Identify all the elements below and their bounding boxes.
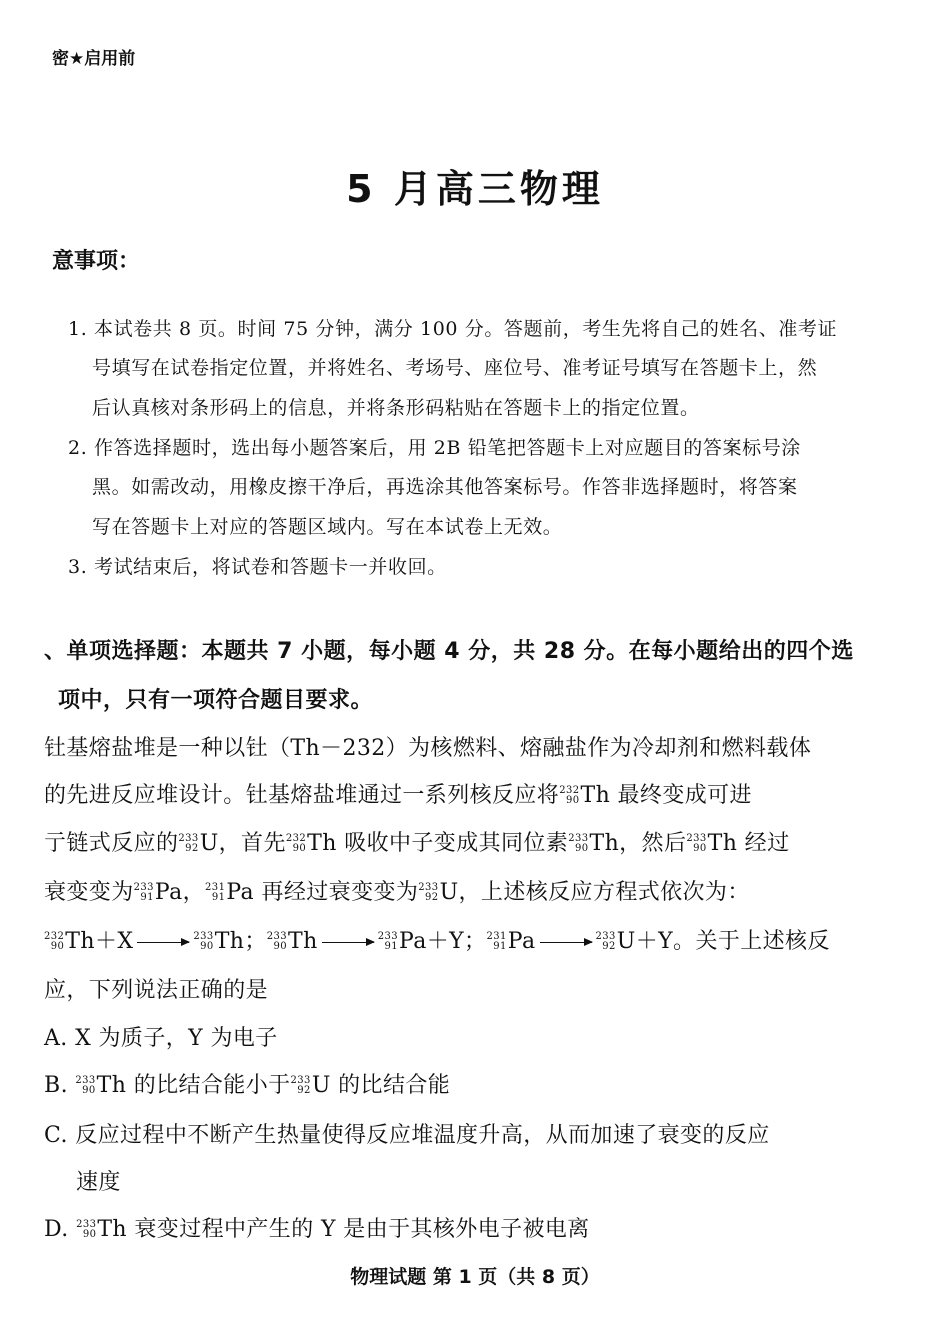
section-heading-cont: 项中，只有一项符合题目要求。	[58, 688, 374, 713]
nuclide-u233: 233 92	[290, 1075, 311, 1096]
reaction-arrow	[540, 942, 592, 943]
nuclide-pa231: 231 91	[205, 882, 226, 903]
nuclide-th233: 233 90	[686, 833, 707, 854]
question-text: 的先进反应堆设计。钍基熔盐堆通过一系列核反应将 232 90 Th 最终变成可进	[44, 783, 752, 808]
nuclide-th233: 233 90	[266, 931, 288, 952]
reaction-arrow	[322, 942, 374, 943]
option-c: C. 反应过程中不断产生热量使得反应堆温度升高，从而加速了衰变的反应	[44, 1123, 770, 1148]
confidential-label: 密★启用前	[52, 49, 136, 69]
page-title: 5 月高三物理	[346, 167, 604, 211]
nuclide-u233: 233 92	[418, 882, 439, 903]
nuclide-th233: 233 90	[568, 833, 589, 854]
nuclide-u233: 233 92	[595, 931, 616, 952]
reaction-arrow	[137, 942, 189, 943]
question-text: 应，下列说法正确的是	[44, 978, 269, 1003]
option-a: A. X 为质子，Y 为电子	[44, 1026, 278, 1051]
nuclide-th232: 232 90	[559, 785, 580, 806]
nuclide-pa231: 231 91	[486, 931, 507, 952]
nuclide-th232: 232 90	[285, 833, 307, 854]
notice-line: 2. 作答选择题时，选出每小题答案后，用 2B 铅笔把答题卡上对应题目的答案标号涂	[68, 437, 801, 459]
notice-line: 号填写在试卷指定位置，并将姓名、考场号、座位号、准考证号填写在答题卡上，然	[92, 357, 818, 379]
nuclide-th233: 233 90	[76, 1219, 97, 1240]
nuclide-pa233: 233 91	[133, 882, 154, 903]
nuclide-u233: 233 92	[178, 833, 199, 854]
notice-line: 黑。如需改动，用橡皮擦干净后，再选涂其他答案标号。作答非选择题时，将答案	[92, 476, 798, 498]
section-heading: 、单项选择题：本题共 7 小题，每小题 4 分，共 28 分。在每小题给出的四个选	[44, 639, 854, 664]
option-c-cont: 速度	[76, 1170, 121, 1195]
nuclide-th233: 233 90	[75, 1075, 96, 1096]
notice-line: 3. 考试结束后，将试卷和答题卡一并收回。	[68, 556, 447, 578]
nuclide-th233: 233 90	[193, 931, 214, 952]
question-text: 钍基熔盐堆是一种以钍（Th－232）为核燃料、熔融盐作为冷却剂和燃料载体	[44, 736, 812, 761]
option-d: D. 233 90 Th 衰变过程中产生的 Y 是由于其核外电子被电离	[44, 1217, 590, 1242]
notice-line: 后认真核对条形码上的信息，并将条形码粘贴在答题卡上的指定位置。	[92, 397, 700, 419]
notice-line: 写在答题卡上对应的答题区域内。写在本试卷上无效。	[92, 516, 563, 538]
question-text: 衰变变为 233 91 Pa， 231 91 Pa 再经过衰变变为 233 92 U，上述核反应方程式依次为：	[44, 880, 750, 905]
notice-line: 1. 本试卷共 8 页。时间 75 分钟，满分 100 分。答题前，考生先将自己的姓名、准考证	[68, 318, 838, 340]
page-footer: 物理试题 第 1 页（共 8 页）	[350, 1266, 600, 1288]
question-text: 亍链式反应的 233 92 U，首先 232 90 Th 吸收中子变成其同位素 233 90 Th，然后 233 90 Th 经过	[44, 831, 790, 856]
notice-heading: 意事项：	[52, 249, 141, 274]
nuclide-pa233: 233 91	[377, 931, 398, 952]
option-b: B. 233 90 Th 的比结合能小于 233 92 U 的比结合能	[44, 1073, 451, 1098]
reaction-equations: 232 90 Th＋X 233 90 Th； 233 90 Th 233 91 Pa＋Y； 231 91 Pa 233 92 U＋Y。关于上述核反	[44, 929, 830, 954]
nuclide-th232: 232 90	[44, 931, 65, 952]
